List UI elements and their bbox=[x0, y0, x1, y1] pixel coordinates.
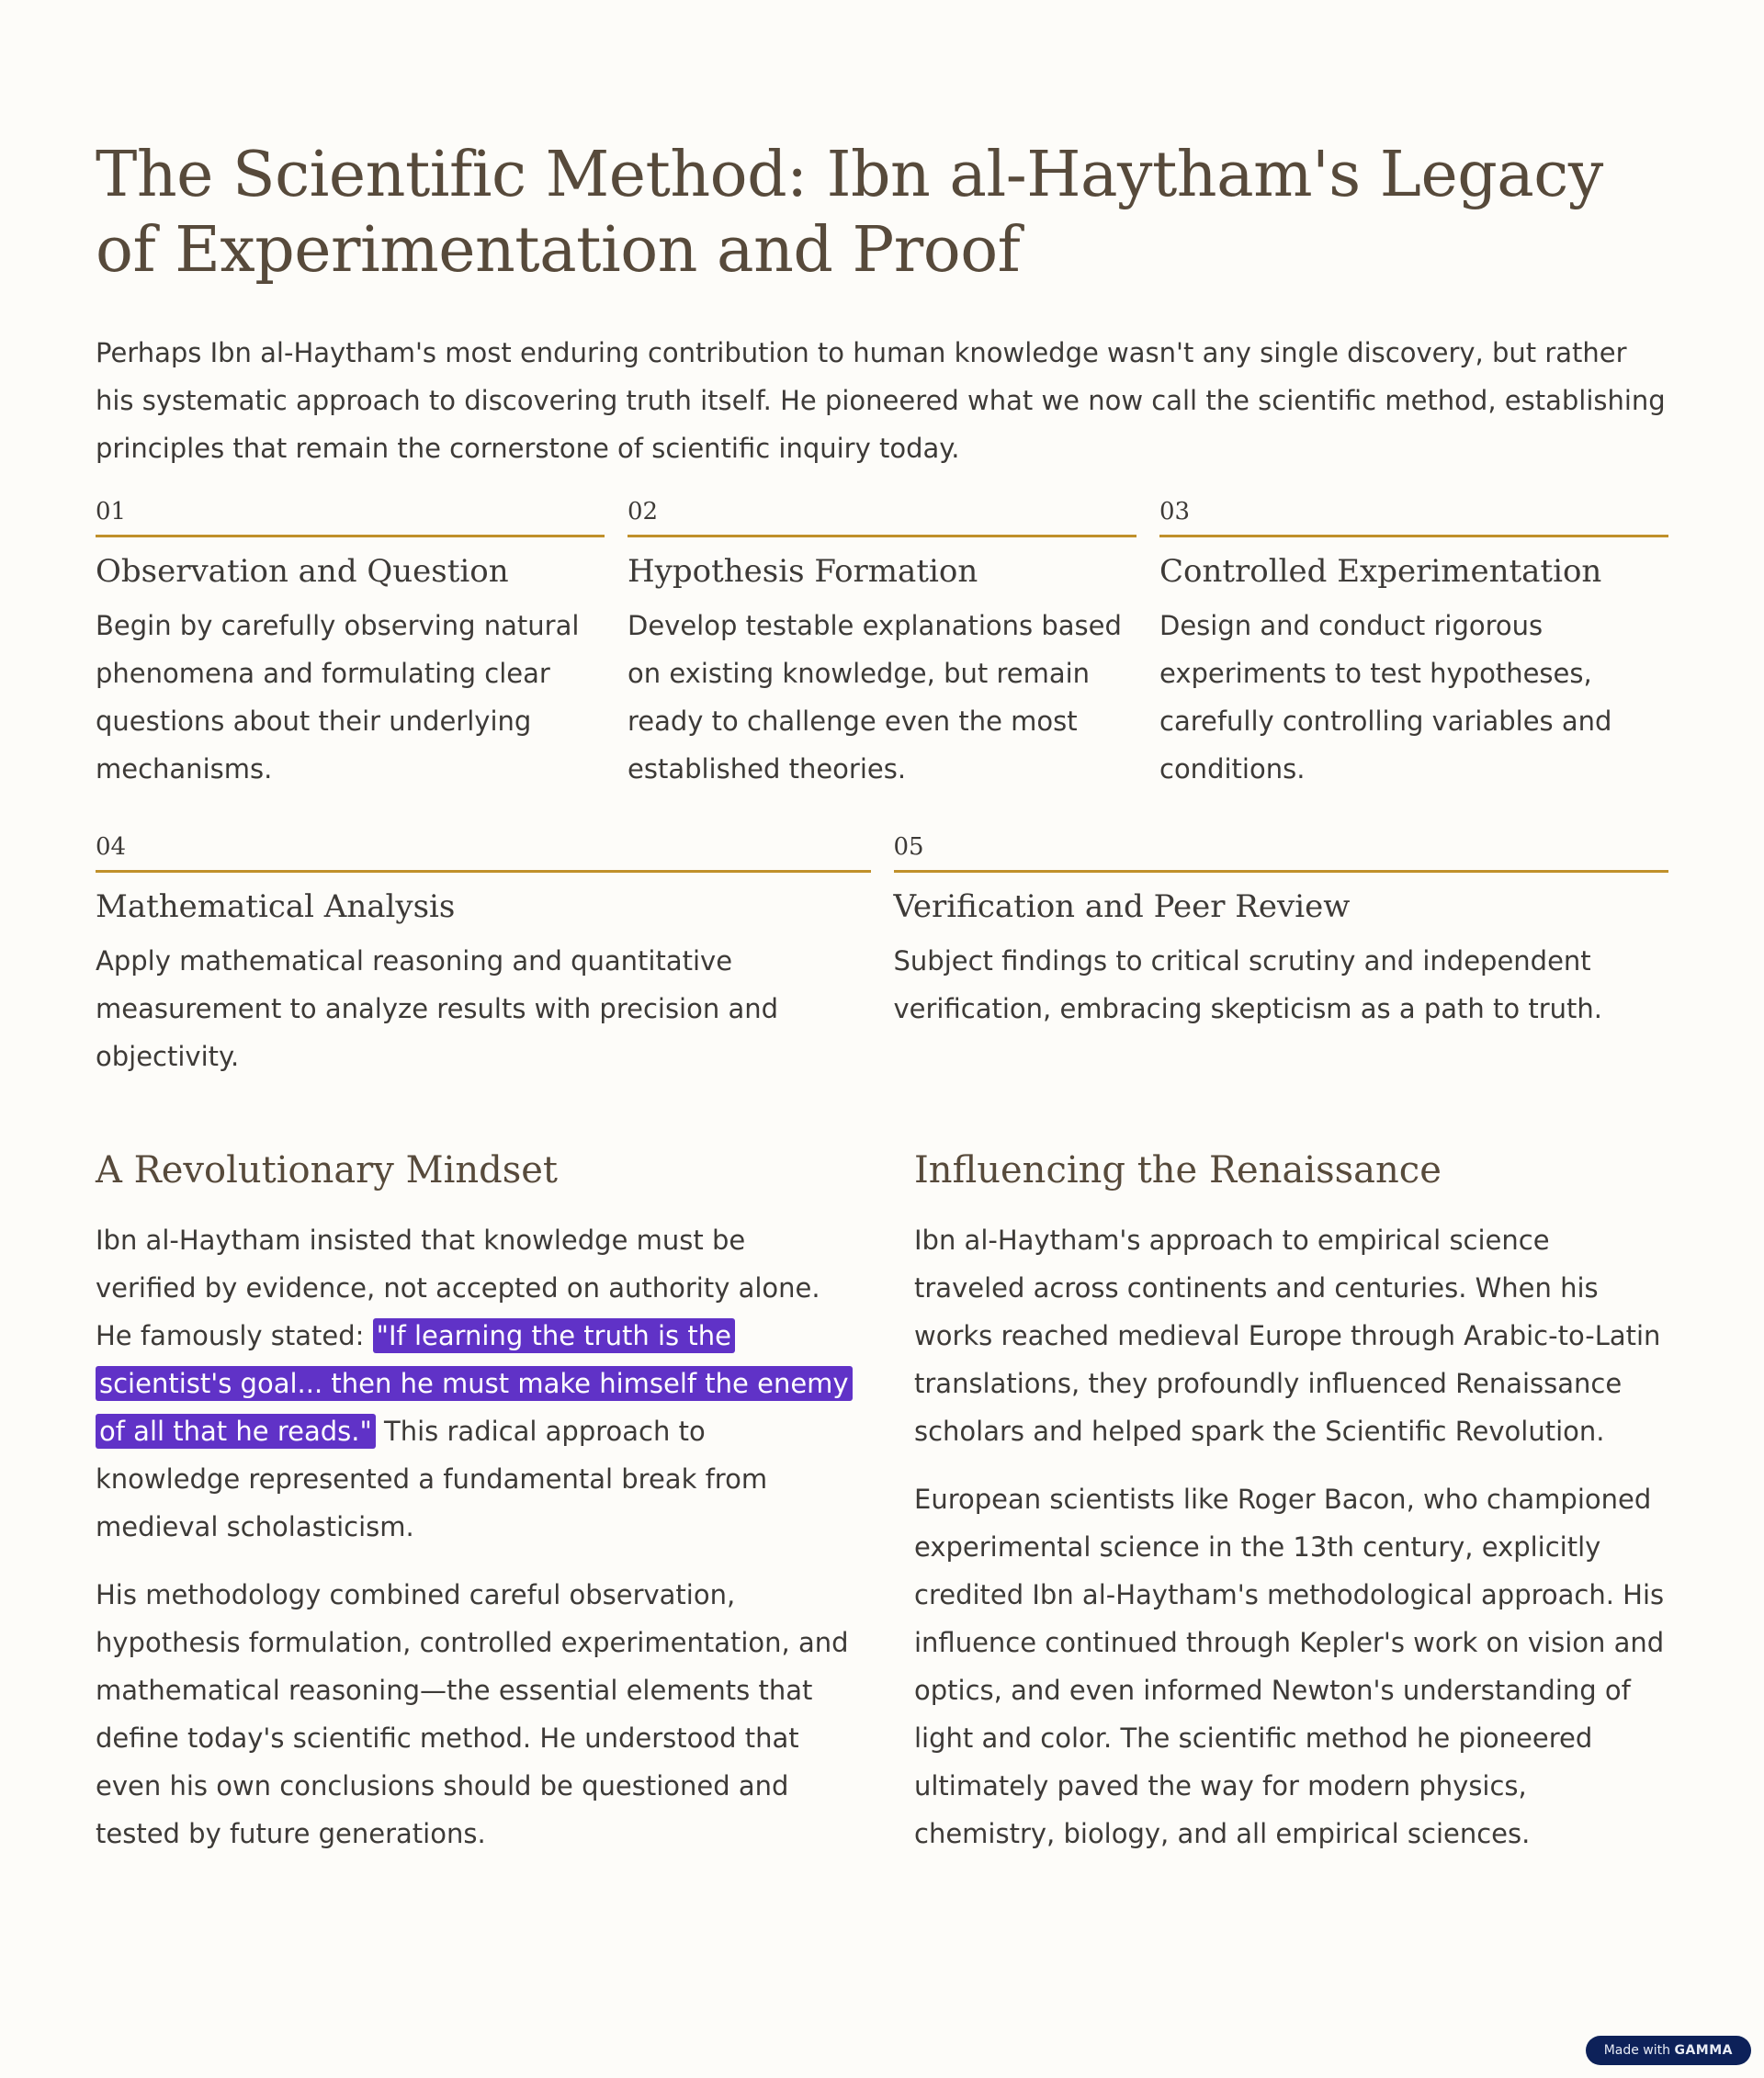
step-description: Develop testable explanations based on existing knowledge, but remain ready to challenge even the most established theories. bbox=[628, 610, 1122, 785]
left-column bbox=[96, 1145, 850, 1858]
two-column-section bbox=[96, 1145, 1668, 1858]
page-content bbox=[96, 138, 1668, 1858]
text: This radical approach to knowledge represented a fundamental break from medieval scholasticism. bbox=[96, 1416, 768, 1542]
intro-paragraph: Perhaps Ibn al-Haytham's most enduring contribution to human knowledge wasn't any single discovery, but rather his systematic approach to discovering truth itself. He pioneered what we now call the scientific method, establishing principles that remain the cornerstone of scientific inquiry today. bbox=[96, 337, 1666, 464]
section-heading: A Revolutionary Mindset bbox=[96, 1149, 559, 1191]
text: Ibn al-Haytham insisted that knowledge must be verified by evidence, not accepted on authority alone. He famously stated: bbox=[96, 1225, 820, 1351]
steps-row-2 bbox=[96, 833, 1668, 1080]
step-number: 03 bbox=[1159, 498, 1668, 537]
step-number: 01 bbox=[96, 498, 605, 537]
made-with-gamma-badge[interactable] bbox=[1586, 2036, 1751, 2065]
step-number: 04 bbox=[96, 833, 871, 873]
section-heading: Influencing the Renaissance bbox=[914, 1149, 1442, 1191]
paragraph: Ibn al-Haytham's approach to empirical science traveled across continents and centuries. When his works reached medieval Europe through Arabic-to-Latin translations, they profoundly influenced Renaissance scholars and helped spark the Scientific Revolution. bbox=[914, 1225, 1661, 1447]
step-title: Controlled Experimentation bbox=[1159, 553, 1602, 590]
paragraph: His methodology combined careful observation, hypothesis formulation, controlled experimentation, and mathematical reasoning—the essential elements that define today's scientific method. He understood that even his own conclusions should be questioned and tested by future generations. bbox=[96, 1579, 849, 1849]
step-description: Subject findings to critical scrutiny and independent verification, embracing skepticism as a path to truth. bbox=[893, 945, 1602, 1024]
step-description: Design and conduct rigorous experiments to test hypotheses, carefully controlling variables and conditions. bbox=[1159, 610, 1612, 785]
step-card bbox=[96, 833, 871, 1080]
steps-row-1 bbox=[96, 498, 1668, 793]
step-card bbox=[628, 498, 1136, 793]
right-column bbox=[914, 1145, 1668, 1858]
step-title: Verification and Peer Review bbox=[893, 888, 1351, 925]
step-card bbox=[1159, 498, 1668, 793]
paragraph bbox=[96, 1216, 850, 1551]
highlighted-quote: "If learning the truth is the scientist's goal... then he must make himself the enemy of all that he reads." bbox=[96, 1318, 853, 1449]
gamma-logo: GAMMA bbox=[1674, 2043, 1733, 2058]
step-title: Observation and Question bbox=[96, 553, 509, 590]
page-title: The Scientific Method: Ibn al-Haytham's Legacy of Experimentation and Proof bbox=[96, 139, 1603, 287]
paragraph: European scientists like Roger Bacon, who championed experimental science in the 13th century, explicitly credited Ibn al-Haytham's methodological approach. His influence continued through Kepler's work on vision and optics, and even informed Newton's understanding of light and color. The scientific method he pioneered ultimately paved the way for modern physics, chemistry, biology, and all empirical sciences. bbox=[914, 1484, 1665, 1849]
step-number: 05 bbox=[894, 833, 1669, 873]
step-description: Apply mathematical reasoning and quantitative measurement to analyze results with precision and objectivity. bbox=[96, 945, 779, 1072]
step-description: Begin by carefully observing natural phenomena and formulating clear questions about their underlying mechanisms. bbox=[96, 610, 580, 785]
step-card bbox=[96, 498, 605, 793]
step-number: 02 bbox=[628, 498, 1136, 537]
step-title: Mathematical Analysis bbox=[96, 888, 456, 925]
step-title: Hypothesis Formation bbox=[628, 553, 978, 590]
badge-text: Made with bbox=[1603, 2043, 1675, 2058]
step-card bbox=[894, 833, 1669, 1080]
